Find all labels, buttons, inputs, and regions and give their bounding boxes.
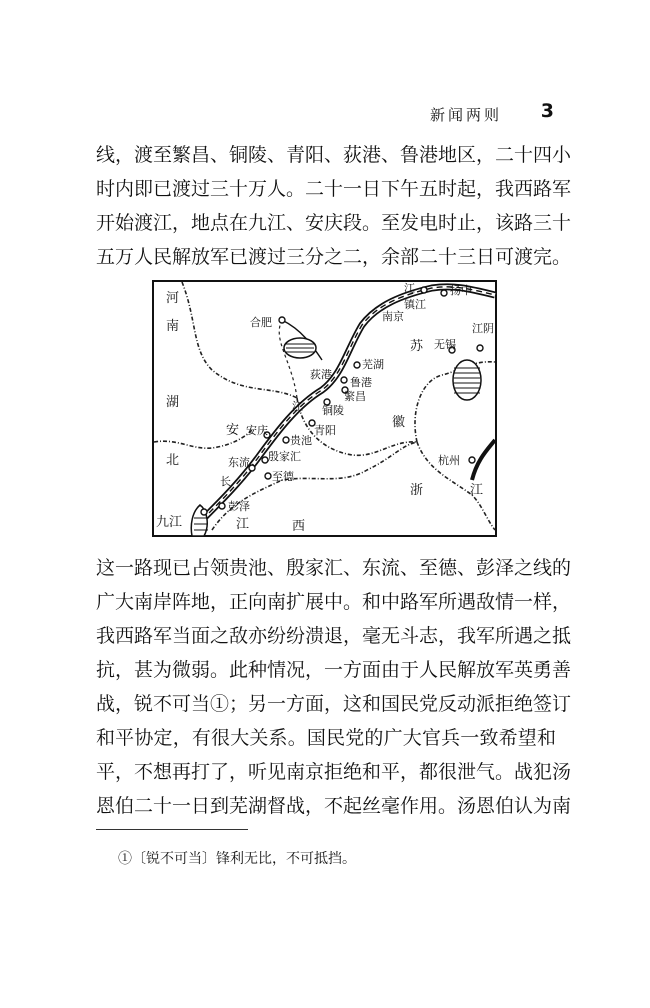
city-marker (265, 473, 271, 479)
city-wuhu: 芜湖 (362, 358, 384, 371)
city-jiangyin: 江阴 (472, 322, 494, 335)
river-label-jiang: 江 (292, 400, 303, 413)
text-line: 五万人民解放军已渡过三分之二，余部二十三日可渡完。 (96, 246, 572, 268)
city-lugang: 鲁港 (350, 376, 372, 389)
city-zhide: 至德 (272, 470, 294, 483)
city-marker (441, 290, 447, 296)
city-marker (421, 287, 427, 293)
province-anhui-2: 徽 (392, 415, 406, 430)
province-jiangsu-1: 苏 (410, 339, 424, 354)
city-yangzhong: 扬中 (450, 284, 472, 297)
header-title: 新闻两则 (430, 106, 503, 124)
city-tongling: 铜陵 (322, 404, 344, 417)
province-anhui-1: 安 (226, 423, 240, 438)
city-dongliu: 东流 (228, 456, 250, 469)
crossing-map (152, 280, 497, 537)
city-digang: 荻港 (310, 368, 332, 381)
city-guichi: 贵池 (290, 434, 312, 447)
text-line: 和平协定，有很大关系。国民党的广大官兵一致希望和 (96, 727, 556, 749)
city-marker (469, 457, 475, 463)
city-marker (283, 437, 289, 443)
running-header (430, 100, 560, 126)
province-henan-1: 河 (166, 291, 180, 306)
city-marker (354, 362, 360, 368)
text-line: 抗，甚为微弱。此种情况，一方面由于人民解放军英勇善 (96, 659, 572, 681)
city-marker (219, 503, 225, 509)
city-jiujiang: 九江 (156, 515, 183, 530)
city-zhenjiang: 镇江 (404, 298, 426, 311)
text-line: 平，不想再打了，听见南京拒绝和平，都很泄气。战犯汤 (96, 761, 572, 783)
city-marker (341, 377, 347, 383)
city-nanjing: 南京 (382, 310, 404, 323)
text-line: 我西路军当面之敌亦纷纷溃退，毫无斗志，我军所遇之抵 (96, 625, 572, 647)
tai-lake (453, 360, 481, 400)
river-label-chang: 长 (220, 475, 231, 488)
province-zhejiang-2: 江 (470, 483, 484, 498)
text-line: 这一路现已占领贵池、殷家汇、东流、至德、彭泽之线的 (96, 557, 572, 579)
city-jiang-top: 江 (404, 282, 415, 295)
city-fanchang: 繁昌 (344, 390, 366, 403)
city-hefei: 合肥 (250, 316, 272, 329)
paragraph-2 (96, 551, 572, 823)
city-yinjiahui: 殷家汇 (268, 450, 301, 463)
city-hangzhou: 杭州 (438, 454, 460, 467)
province-jiangxi-2: 西 (292, 519, 306, 534)
paragraph-1 (96, 138, 572, 274)
text-line: 时内即已渡过三十万人。二十一日下午五时起，我西路军 (96, 178, 572, 200)
footnote-divider (96, 829, 248, 830)
text-line: 战，锐不可当①；另一方面，这和国民党反动派拒绝签订 (96, 693, 572, 715)
province-jiangxi-1: 江 (236, 517, 250, 532)
city-pengze: 彭泽 (228, 500, 250, 513)
page-number: 3 (540, 100, 554, 122)
text-line: 恩伯二十一日到芜湖督战，不起丝毫作用。汤恩伯认为南 (96, 795, 572, 817)
city-marker (477, 345, 483, 351)
province-hubei-2: 北 (166, 453, 180, 468)
province-hubei-1: 湖 (166, 395, 180, 410)
footnote: ①〔锐不可当〕锋利无比，不可抵挡。 (118, 851, 356, 867)
text-line: 线，渡至繁昌、铜陵、青阳、荻港、鲁港地区，二十四小 (96, 144, 572, 166)
text-line: 广大南岸阵地，正向南扩展中。和中路军所遇敌情一样， (96, 591, 572, 613)
province-zhejiang-1: 浙 (410, 483, 424, 498)
province-henan-2: 南 (166, 319, 180, 334)
city-qingyang: 青阳 (314, 424, 336, 437)
city-wuxi: 无锡 (434, 338, 456, 351)
city-marker (201, 509, 207, 515)
city-anqing: 安庆 (246, 424, 268, 437)
city-marker (279, 317, 285, 323)
text-line: 开始渡江，地点在九江、安庆段。至发电时止，该路三十 (96, 212, 572, 234)
